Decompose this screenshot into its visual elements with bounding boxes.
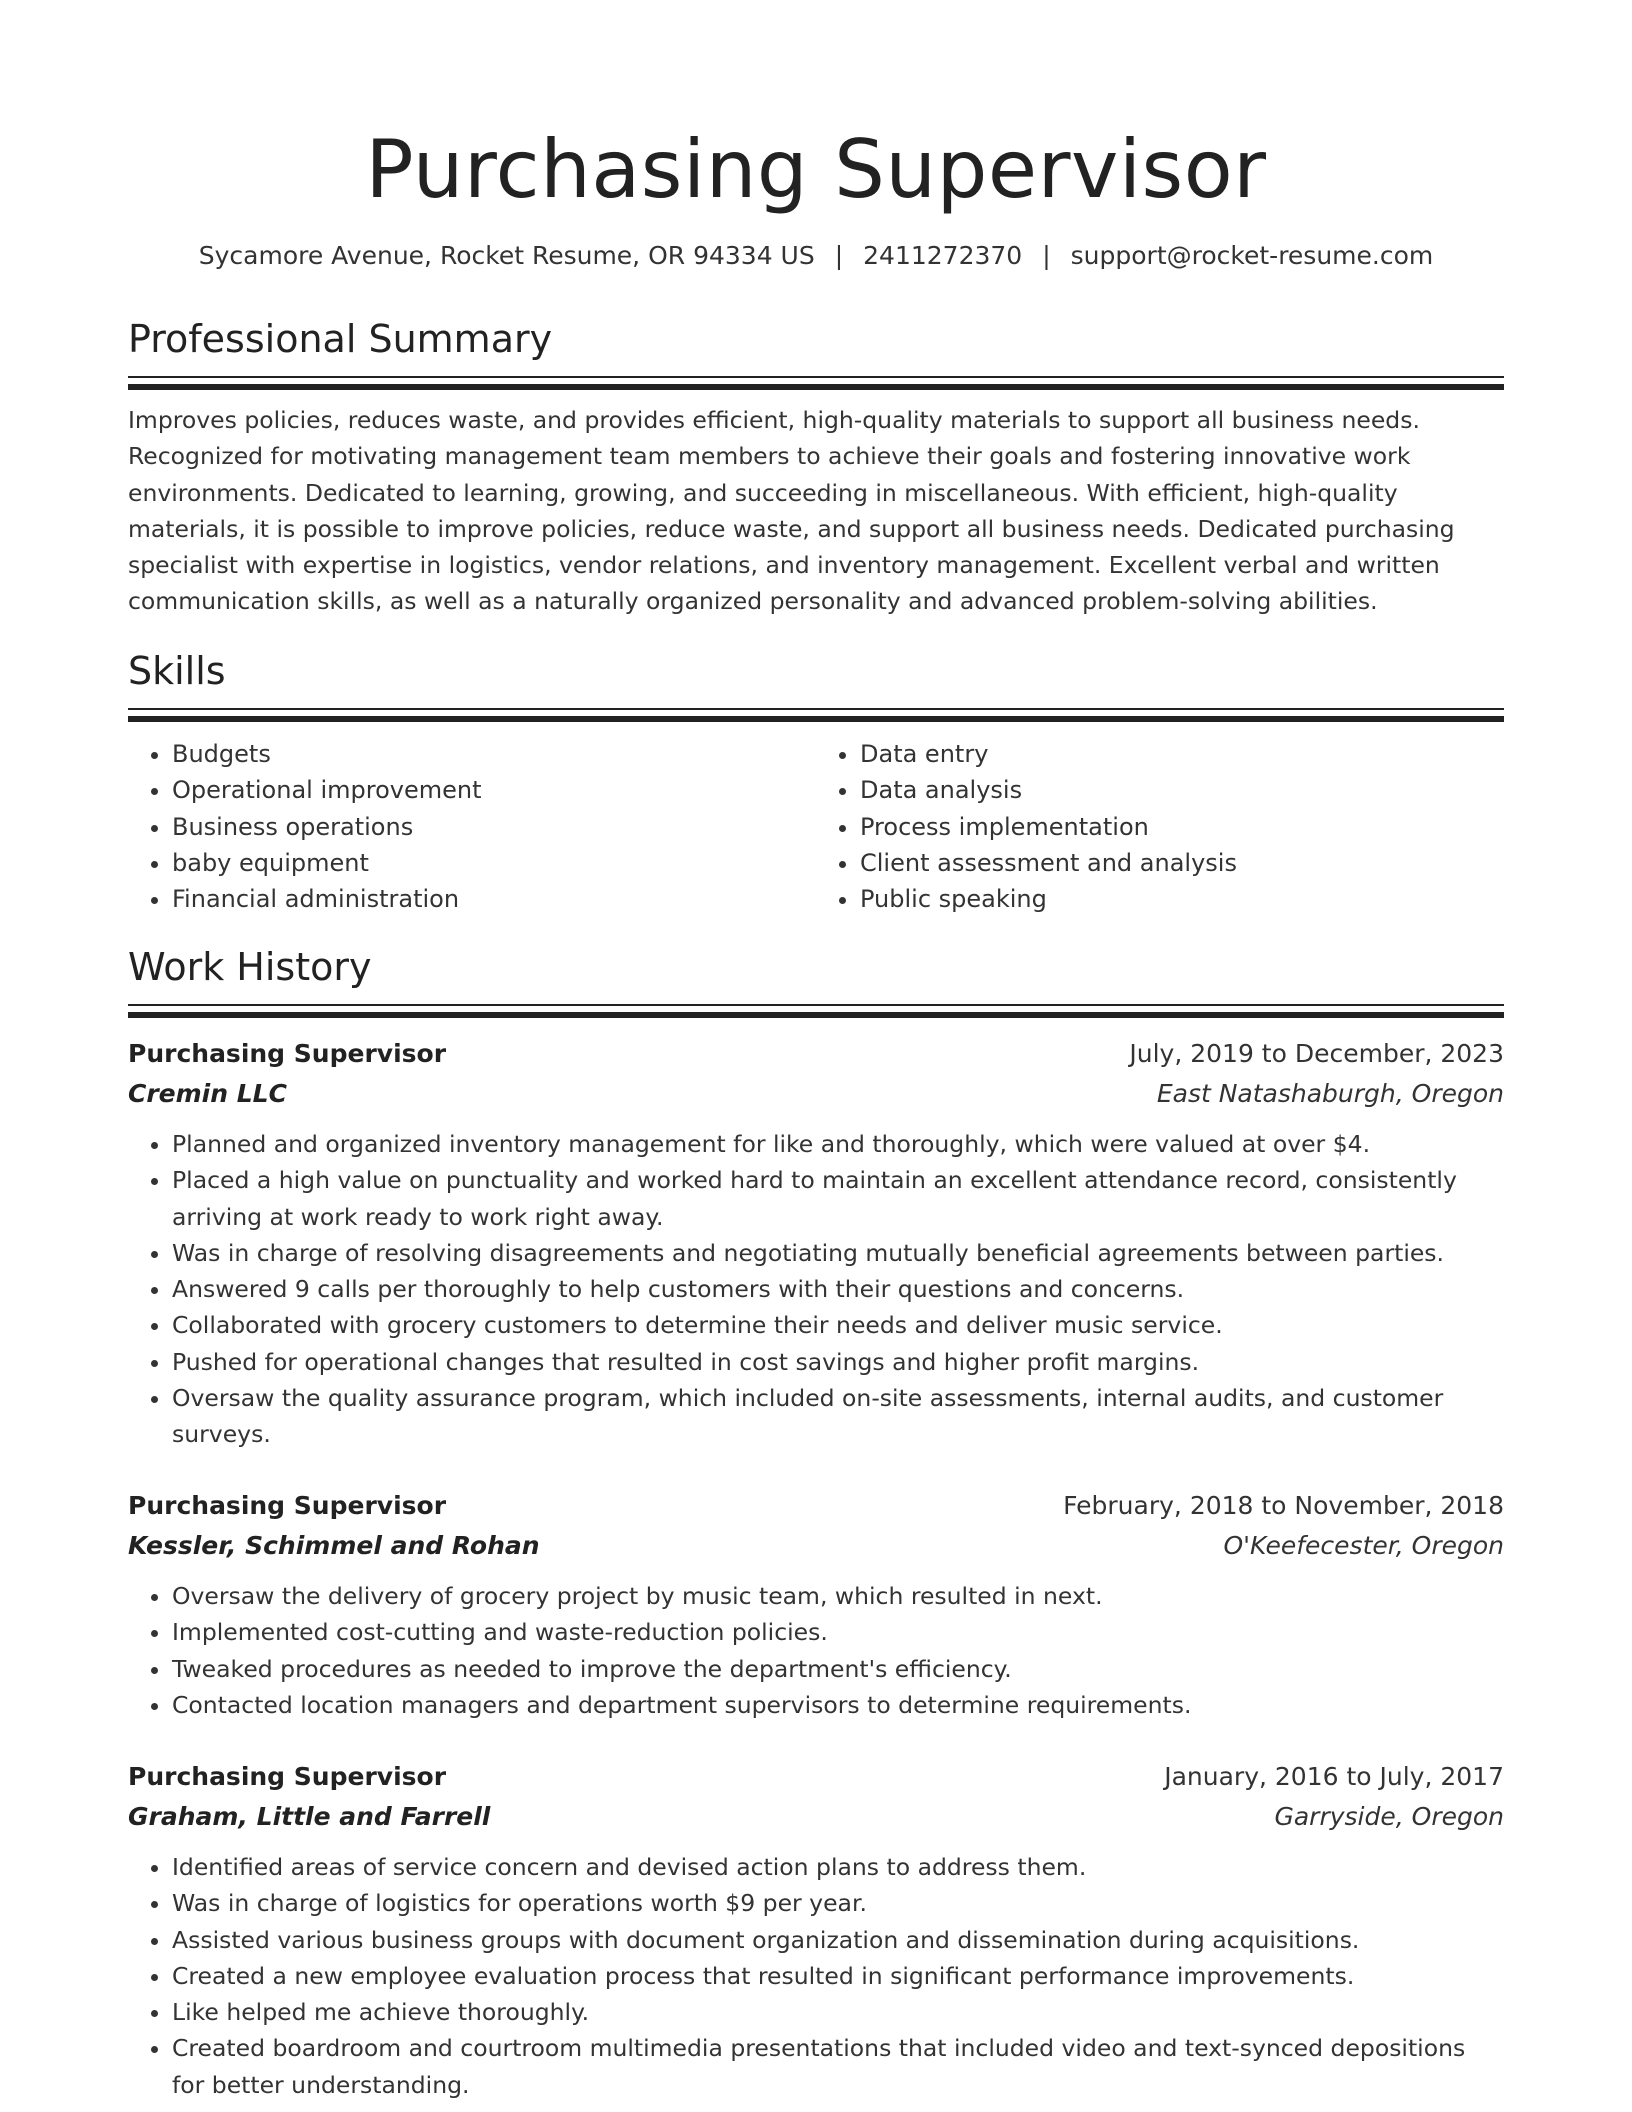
job-bullet: • Assisted various business groups with document organization and dissemination during acquisitions. (172, 1922, 1504, 1958)
skill-item: • Data entry (860, 736, 1504, 772)
job-bullet: • Identified areas of service concern and devised action plans to address them. (172, 1849, 1504, 1885)
skill-item: • Process implementation (860, 809, 1504, 845)
job-dates: January, 2016 to July, 2017 (1164, 1762, 1504, 1791)
skills-list-left (128, 736, 816, 917)
job-bullet: • Oversaw the delivery of grocery project by music team, which resulted in next. (172, 1578, 1504, 1614)
job-dates: February, 2018 to November, 2018 (1063, 1491, 1504, 1520)
job-bullet: • Placed a high value on punctuality and worked hard to maintain an excellent attendance record, consistently arriving at work ready to work right away. (172, 1162, 1504, 1235)
skill-item: • Operational improvement (172, 772, 816, 808)
job-location: East Natashaburgh, Oregon (1156, 1079, 1504, 1108)
job-entry (128, 1757, 1504, 2103)
job-bullet: • Was in charge of resolving disagreements and negotiating mutually beneficial agreements between parties. (172, 1235, 1504, 1271)
job-bullet: • Tweaked procedures as needed to improve the department's efficiency. (172, 1651, 1504, 1687)
contact-phone: 2411272370 (863, 241, 1023, 270)
job-title: Purchasing Supervisor (128, 1039, 447, 1068)
job-title: Purchasing Supervisor (128, 1762, 447, 1791)
work-history-section (128, 942, 1504, 1018)
job-company: Graham, Little and Farrell (128, 1802, 491, 1831)
skill-item: • Budgets (172, 736, 816, 772)
job-bullet: • Created boardroom and courtroom multimedia presentations that included video and text-synced depositions for better understanding. (172, 2030, 1504, 2103)
skill-item: • Data analysis (860, 772, 1504, 808)
job-bullet: • Created a new employee evaluation process that resulted in significant performance improvements. (172, 1958, 1504, 1994)
skills-section (128, 646, 1504, 917)
job-bullet: • Implemented cost-cutting and waste-reduction policies. (172, 1614, 1504, 1650)
contact-email: support@rocket-resume.com (1070, 241, 1434, 270)
summary-section (128, 314, 1504, 620)
job-entry (128, 1486, 1504, 1723)
section-title: Skills (128, 649, 226, 693)
job-header (128, 1034, 1504, 1074)
job-bullets (128, 1849, 1504, 2103)
job-entry (128, 1034, 1504, 1453)
skills-list-right (816, 736, 1504, 917)
section-title: Professional Summary (128, 317, 553, 361)
skill-item: • Public speaking (860, 881, 1504, 917)
job-bullet: • Collaborated with grocery customers to determine their needs and deliver music service. (172, 1307, 1504, 1343)
job-dates: July, 2019 to December, 2023 (1129, 1039, 1504, 1068)
job-company: Cremin LLC (128, 1079, 287, 1108)
resume-name: Purchasing Supervisor (365, 123, 1267, 216)
job-location: O'Keefecester, Oregon (1223, 1531, 1504, 1560)
skills-columns (128, 736, 1504, 917)
job-bullet: • Pushed for operational changes that resulted in cost savings and higher profit margins. (172, 1344, 1504, 1380)
job-bullet: • Oversaw the quality assurance program, which included on-site assessments, internal audits, and customer surveys. (172, 1380, 1504, 1453)
job-company: Kessler, Schimmel and Rohan (128, 1531, 540, 1560)
contact-line (128, 238, 1504, 274)
section-divider (128, 1004, 1504, 1018)
job-bullet: • Planned and organized inventory management for like and thoroughly, which were valued at over $4. (172, 1126, 1504, 1162)
skill-item: • Financial administration (172, 881, 816, 917)
job-bullets (128, 1578, 1504, 1723)
job-bullet: • Answered 9 calls per thoroughly to help customers with their questions and concerns. (172, 1271, 1504, 1307)
skill-item: • baby equipment (172, 845, 816, 881)
section-divider (128, 708, 1504, 722)
skill-item: • Business operations (172, 809, 816, 845)
job-title: Purchasing Supervisor (128, 1491, 447, 1520)
summary-text: Improves policies, reduces waste, and provides efficient, high-quality materials to support all business needs. Recognized for motivating management team members to achieve their goals and fostering innovative work environments. Dedicated to learning, growing, and succeeding in miscellaneous. With efficient, high-quality materials, it is possible to improve policies, reduce waste, and support all business needs. Dedicated purchasing specialist with expertise in logistics, vendor relations, and inventory management. Excellent verbal and written communication skills, as well as a naturally organized personality and advanced problem-solving abilities. (128, 406, 1455, 616)
job-subheader (128, 1526, 1504, 1566)
contact-separator: | (1042, 241, 1051, 270)
job-header (128, 1486, 1504, 1526)
job-subheader (128, 1797, 1504, 1837)
job-subheader (128, 1074, 1504, 1114)
section-title: Work History (128, 945, 372, 989)
job-header (128, 1757, 1504, 1797)
job-bullet: • Was in charge of logistics for operations worth $9 per year. (172, 1885, 1504, 1921)
contact-separator: | (834, 241, 844, 270)
section-divider (128, 376, 1504, 390)
job-location: Garryside, Oregon (1274, 1802, 1504, 1831)
contact-address: Sycamore Avenue, Rocket Resume, OR 94334 US (198, 241, 815, 270)
job-bullet: • Like helped me achieve thoroughly. (172, 1994, 1504, 2030)
job-bullets (128, 1126, 1504, 1453)
skill-item: • Client assessment and analysis (860, 845, 1504, 881)
job-bullet: • Contacted location managers and department supervisors to determine requirements. (172, 1687, 1504, 1723)
